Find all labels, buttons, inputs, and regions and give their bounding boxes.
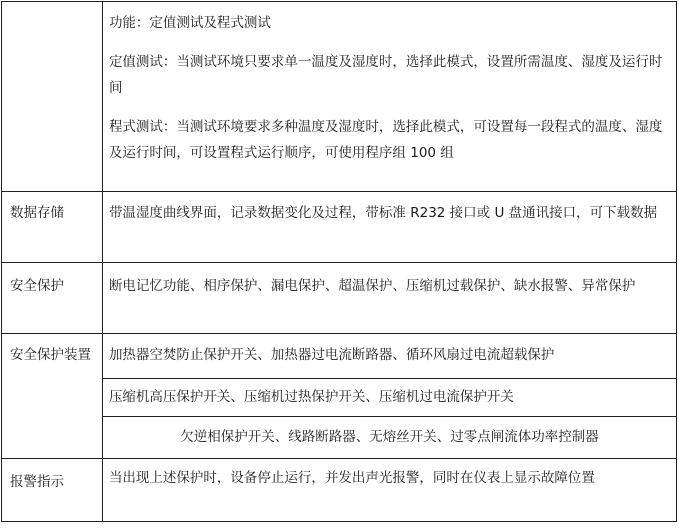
fixed-value-test-text: 定值测试：当测试环境只要求单一温度及湿度时，选择此模式，设置所需温度、湿度及运行时间	[108, 54, 663, 96]
table-row-alarm	[2, 458, 677, 521]
table-row-devices	[2, 334, 677, 379]
alarm-label: 报警指示	[2, 458, 103, 521]
devices-line1: 加热器空焚防止保护开关、加热器过电流断路器、循环风扇过电流超载保护	[102, 334, 676, 379]
table-row-storage	[2, 191, 677, 262]
storage-value: 带温湿度曲线界面，记录数据变化及过程，带标准 R232 接口或 U 盘通讯接口，可下载数据	[102, 191, 676, 262]
protection-value: 断电记忆功能、相序保护、漏电保护、超温保护、压缩机过载保护、缺水报警、异常保护	[102, 262, 676, 334]
devices-line2: 压缩机高压保护开关、压缩机过热保护开关、压缩机过电流保护开关	[102, 378, 676, 416]
function-value-cell	[102, 2, 676, 192]
function-label-cell	[2, 2, 103, 192]
table-row-devices-2	[2, 378, 677, 416]
spec-table	[1, 1, 677, 522]
function-modes-text: 功能：定值测试及程式测试	[108, 15, 271, 31]
table-row-devices-3	[2, 417, 677, 459]
alarm-value: 当出现上述保护时，设备停止运行，并发出声光报警，同时在仪表上显示故障位置	[102, 458, 676, 521]
program-test-text: 程式测试：当测试环境要求多种温度及湿度时，选择此模式，可设置每一段程式的温度、湿度及运行时间，可设置程式运行顺序，可使用程序组 100 组	[108, 119, 663, 161]
storage-label: 数据存储	[2, 191, 103, 262]
table-row-function	[2, 2, 677, 192]
protection-label: 安全保护	[2, 262, 103, 334]
devices-label: 安全保护装置	[2, 334, 103, 459]
devices-line3: 欠逆相保护开关、线路断路器、无熔丝开关、过零点闸流体功率控制器	[102, 417, 676, 459]
table-row-protection	[2, 262, 677, 334]
